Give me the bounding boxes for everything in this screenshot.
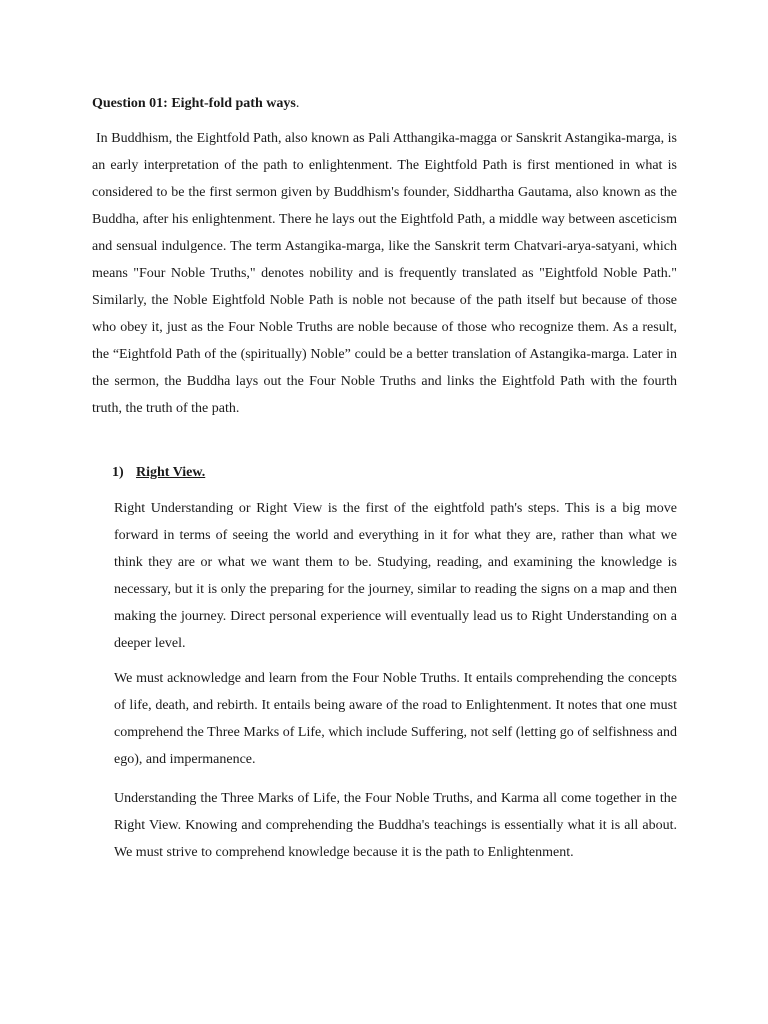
- section-heading-text: Right View.: [136, 465, 206, 480]
- section-number: 1): [112, 465, 124, 480]
- right-view-paragraph-3: Understanding the Three Marks of Life, the Four Noble Truths, and Karma all come together in the Right View. Knowing and comprehending the Buddha's teachings is essentially what it is all about. We must strive to comprehend knowledge because it is the path to Enlightenment.: [114, 791, 677, 860]
- intro-paragraph: In Buddhism, the Eightfold Path, also known as Pali Atthangika-magga or Sanskrit Astangika-marga, is an early interpretation of the path to enlightenment. The Eightfold Path is first mentioned in what is considered to be the first sermon given by Buddhism's founder, Siddhartha Gautama, also known as the Buddha, after his enlightenment. There he lays out the Eightfold Path, a middle way between asceticism and sensual indulgence. The term Astangika-marga, like the Sanskrit term Chatvari-arya-satyani, which means "Four Noble Truths," denotes nobility and is frequently translated as "Eightfold Noble Path." Similarly, the Noble Eightfold Noble Path is noble not because of the path itself but because of those who obey it, just as the Four Noble Truths are noble because of those who recognize them. As a result, the “Eightfold Path of the (spiritually) Noble” could be a better translation of Astangika-marga. Later in the sermon, the Buddha lays out the Four Noble Truths and links the Eightfold Path with the fourth truth, the truth of the path.: [92, 131, 677, 416]
- right-view-paragraph-1: Right Understanding or Right View is the first of the eightfold path's steps. This is a big move forward in terms of seeing the world and everything in it for what they are, rather than what we think they are or what we want them to be. Studying, reading, and examining the knowledge is necessary, but it is only the preparing for the journey, similar to reading the signs on a map and then making the journey. Direct personal experience will eventually lead us to Right Understanding on a deeper level.: [114, 501, 677, 651]
- right-view-paragraph-2: We must acknowledge and learn from the Four Noble Truths. It entails comprehending the concepts of life, death, and rebirth. It entails being aware of the road to Enlightenment. It notes that one must comprehend the Three Marks of Life, which include Suffering, not self (letting go of selfishness and ego), and impermanence.: [114, 671, 677, 767]
- section-heading-right-view: [112, 464, 205, 482]
- question-title-text: Question 01: Eight-fold path ways: [92, 96, 296, 111]
- question-title-period: .: [295, 96, 300, 111]
- question-title: [92, 95, 299, 113]
